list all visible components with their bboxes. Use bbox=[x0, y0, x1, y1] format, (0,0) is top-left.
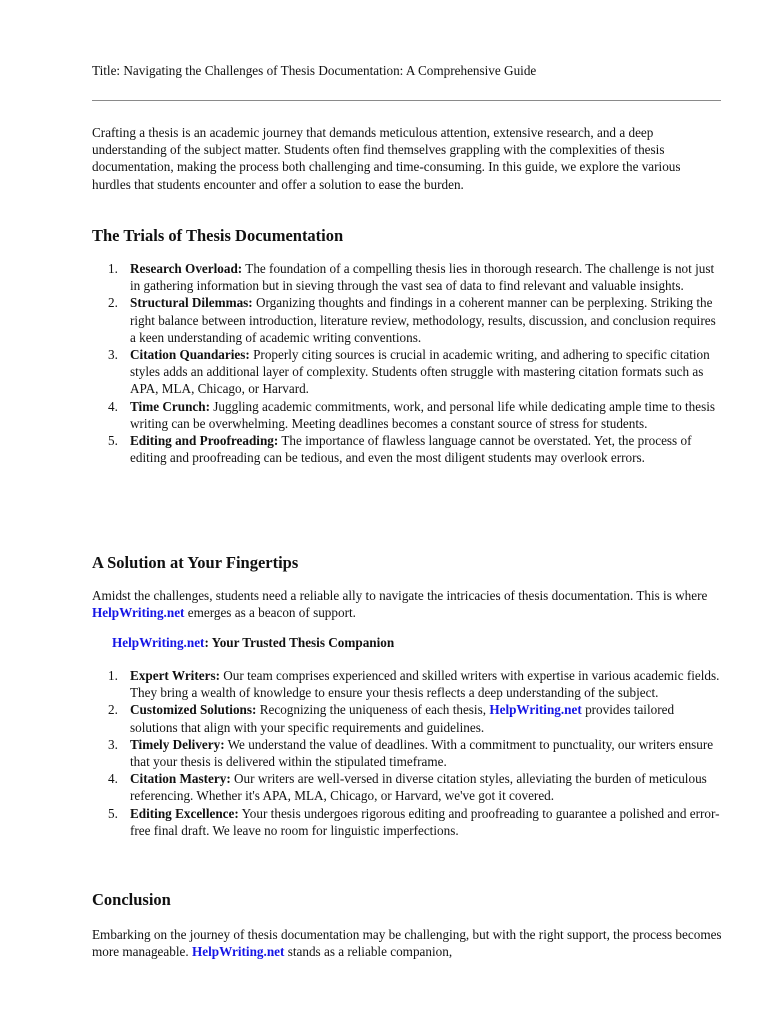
item-term: Research Overload: bbox=[130, 261, 243, 276]
solution-heading: A Solution at Your Fingertips bbox=[92, 553, 299, 572]
item-number: 1. bbox=[108, 668, 118, 683]
list-item bbox=[92, 260, 722, 294]
list-item bbox=[92, 701, 722, 735]
item-number: 5. bbox=[108, 805, 118, 821]
item-text: We understand the value of deadlines. With a commitment to punctuality, our writers ensure that your thesis is delivered within the stipulated timeframe. bbox=[130, 736, 714, 770]
item-term: Time Crunch: bbox=[130, 398, 210, 414]
item-text-before: Recognizing the uniqueness of each thesis, bbox=[256, 702, 490, 718]
companion-subheading bbox=[112, 634, 394, 651]
list-item bbox=[92, 294, 722, 346]
solution-text-before: Amidst the challenges, students need a reliable ally to navigate the intricacies of thesis documentation. This is where bbox=[92, 588, 708, 603]
item-text: Your thesis undergoes rigorous editing and proofreading to guarantee a polished and error-free final draft. We leave no room for linguistic imperfections. bbox=[130, 805, 720, 838]
item-text: Juggling academic commitments, work, and personal life while dedicating ample time to thesis writing can be overwhelming. Meeting deadlines becomes a constant source of stress for students. bbox=[130, 398, 716, 431]
helpers-list bbox=[92, 667, 722, 839]
item-term: Editing and Proofreading: bbox=[130, 433, 279, 449]
item-text: Organizing thoughts and findings in a coherent manner can be perplexing. Striking the right balance between introduction, literature review, methodology, results, discussion, and conclusion requires a keen understanding of academic writing conventions. bbox=[130, 295, 716, 345]
item-number: 4. bbox=[108, 771, 118, 787]
list-item bbox=[92, 805, 722, 839]
document-title: Title: Navigating the Challenges of Thesis Documentation: A Comprehensive Guide bbox=[92, 63, 537, 78]
item-number: 2. bbox=[108, 295, 118, 311]
item-term: Citation Quandaries: bbox=[130, 347, 250, 363]
item-number: 1. bbox=[108, 261, 118, 276]
helpwriting-link[interactable]: HelpWriting.net bbox=[112, 635, 205, 650]
solution-text-after: emerges as a beacon of support. bbox=[184, 605, 356, 621]
helpwriting-link[interactable]: HelpWriting.net bbox=[489, 702, 582, 718]
item-number: 3. bbox=[108, 736, 118, 752]
item-text: Properly citing sources is crucial in academic writing, and adhering to specific citation styles adds an additional layer of complexity. Students often struggle with mastering citation formats such as APA, MLA, Chicago, or Harvard. bbox=[130, 347, 710, 397]
intro-paragraph: Crafting a thesis is an academic journey that demands meticulous attention, extensive research, and a deep understanding of the subject matter. Students often find themselves grappling with the complexities of thesis documentation, making the process both challenging and time-consuming. In this guide, we explore the various hurdles that students encounter and offer a solution to ease the burden. bbox=[92, 125, 681, 192]
item-number: 3. bbox=[108, 347, 118, 363]
header-divider bbox=[92, 100, 721, 101]
item-text: Our writers are well-versed in diverse citation styles, alleviating the burden of meticulous referencing. Whether it's APA, MLA, Chicago, or Harvard, we've got it covered. bbox=[130, 771, 707, 804]
trials-list bbox=[92, 260, 722, 466]
list-item bbox=[92, 346, 722, 398]
document-page bbox=[92, 0, 722, 1024]
conclusion-paragraph bbox=[92, 926, 722, 960]
conclusion-text-after: stands as a reliable companion, bbox=[284, 944, 453, 960]
item-number: 5. bbox=[108, 433, 118, 449]
item-text-after: provides tailored solutions that align with your specific requirements and guidelines. bbox=[130, 702, 675, 735]
helpwriting-link[interactable]: HelpWriting.net bbox=[92, 605, 185, 621]
item-text: Our team comprises experienced and skilled writers with expertise in various academic fields. They bring a wealth of knowledge to ensure your thesis reflects a deep understanding of the subject. bbox=[130, 668, 720, 701]
helpwriting-link[interactable]: HelpWriting.net bbox=[191, 944, 285, 960]
trials-heading: The Trials of Thesis Documentation bbox=[92, 226, 344, 245]
list-item bbox=[92, 736, 722, 770]
item-number: 2. bbox=[108, 702, 118, 718]
list-item bbox=[92, 667, 722, 701]
solution-paragraph bbox=[92, 587, 722, 621]
item-term: Timely Delivery: bbox=[130, 736, 225, 752]
list-item bbox=[92, 398, 722, 432]
item-text: The importance of flawless language cannot be overstated. Yet, the process of editing and proofreading can be tedious, and even the most diligent students may overlook errors. bbox=[130, 433, 692, 466]
conclusion-text-before: Embarking on the journey of thesis documentation may be challenging, but with the right support, the process becomes more manageable. bbox=[92, 927, 722, 960]
list-item bbox=[92, 432, 722, 466]
companion-text: : Your Trusted Thesis Companion bbox=[204, 635, 395, 650]
item-term: Structural Dilemmas: bbox=[130, 295, 253, 311]
item-term: Expert Writers: bbox=[130, 668, 220, 683]
conclusion-heading: Conclusion bbox=[92, 890, 171, 909]
item-term: Editing Excellence: bbox=[130, 805, 239, 821]
item-text: The foundation of a compelling thesis lies in thorough research. The challenge is not just in gathering information but in sieving through the vast sea of data to find relevant and valuable insights. bbox=[130, 261, 715, 294]
item-term: Customized Solutions: bbox=[130, 702, 257, 718]
item-term: Citation Mastery: bbox=[130, 771, 231, 787]
list-item bbox=[92, 770, 722, 804]
item-number: 4. bbox=[108, 398, 118, 414]
